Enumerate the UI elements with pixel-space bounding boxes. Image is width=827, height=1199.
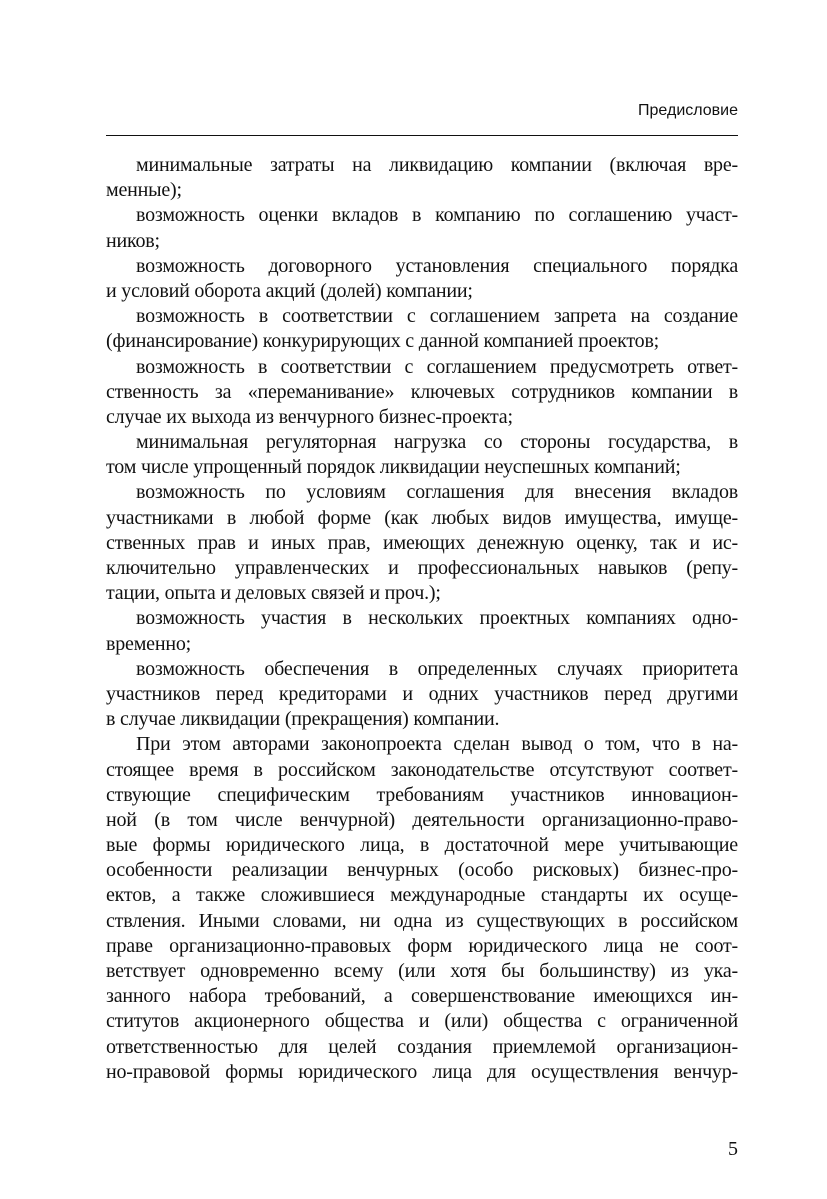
text-line: занного набора требований, а совершенствование имеющихся ин- — [106, 985, 738, 1008]
text-line: возможность обеспечения в определенных случаях приоритета — [136, 657, 738, 680]
body-text — [106, 153, 738, 1085]
text-line: случае их выхода из венчурного бизнес-проекта; — [106, 405, 513, 428]
text-line: (финансирование) конкурирующих с данной компанией проектов; — [106, 330, 660, 353]
text-line: вые формы юридического лица, в достаточной мере учитывающие — [106, 834, 738, 857]
text-line: но-правовой формы юридического лица для осуществления венчур- — [106, 1060, 738, 1083]
text-line: возможность в соответствии с соглашением запрета на создание — [136, 305, 738, 328]
text-line: минимальная регуляторная нагрузка со стороны государства, в — [136, 431, 738, 454]
text-line: возможность по условиям соглашения для внесения вкладов — [136, 481, 738, 504]
text-line: ной (в том числе венчурной) деятельности организационно-право- — [106, 808, 738, 831]
text-line: ственность за «переманивание» ключевых сотрудников компании в — [106, 380, 738, 403]
text-line: участников перед кредиторами и одних участников перед другими — [106, 682, 738, 705]
header-rule — [106, 135, 738, 136]
text-line: возможность участия в нескольких проектных компаниях одно- — [136, 607, 738, 630]
text-line: особенности реализации венчурных (особо рисковых) бизнес-про- — [106, 859, 738, 882]
text-line: тации, опыта и деловых связей и проч.); — [106, 582, 441, 605]
text-line: в случае ликвидации (прекращения) компании. — [106, 708, 500, 731]
running-header: Предисловие — [638, 102, 738, 119]
text-line: стоящее время в российском законодательстве отсутствуют соответ- — [106, 758, 738, 781]
text-line: ственных прав и иных прав, имеющих денежную оценку, так и ис- — [106, 531, 738, 554]
text-line: ститутов акционерного общества и (или) общества с ограниченной — [106, 1010, 738, 1033]
page-number: 5 — [728, 1138, 738, 1160]
text-line: ектов, а также сложившиеся международные стандарты их осуще- — [106, 884, 738, 907]
text-line: ключительно управленческих и профессиональных навыков (репу- — [106, 557, 738, 579]
text-line: праве организационно-правовых форм юридического лица не соот- — [106, 934, 738, 957]
text-line: При этом авторами законопроекта сделан вывод о том, что в на- — [136, 733, 738, 756]
text-line: возможность в соответствии с соглашением предусмотреть ответ- — [136, 355, 738, 378]
text-line: ствующие специфическим требованиям участников инновацион- — [106, 783, 738, 806]
text-line: менные); — [106, 179, 182, 202]
text-line: участниками в любой форме (как любых видов имущества, имуще- — [106, 506, 738, 529]
text-line: ников; — [106, 229, 160, 252]
text-line: временно; — [106, 632, 192, 655]
text-line: ствления. Иными словами, ни одна из существующих в российском — [106, 909, 738, 932]
text-line: и условий оборота акций (долей) компании; — [106, 279, 473, 302]
text-line: возможность договорного установления специального порядка — [136, 254, 738, 277]
text-line: ветствует одновременно всему (или хотя бы большинству) из ука- — [106, 960, 738, 982]
text-line: том числе упрощенный порядок ликвидации неуспешных компаний; — [106, 456, 681, 479]
text-line: минимальные затраты на ликвидацию компании (включая вре- — [136, 154, 738, 176]
text-line: возможность оценки вкладов в компанию по соглашению участ- — [136, 204, 738, 227]
text-line: ответственностью для целей создания приемлемой организацион- — [106, 1035, 738, 1058]
